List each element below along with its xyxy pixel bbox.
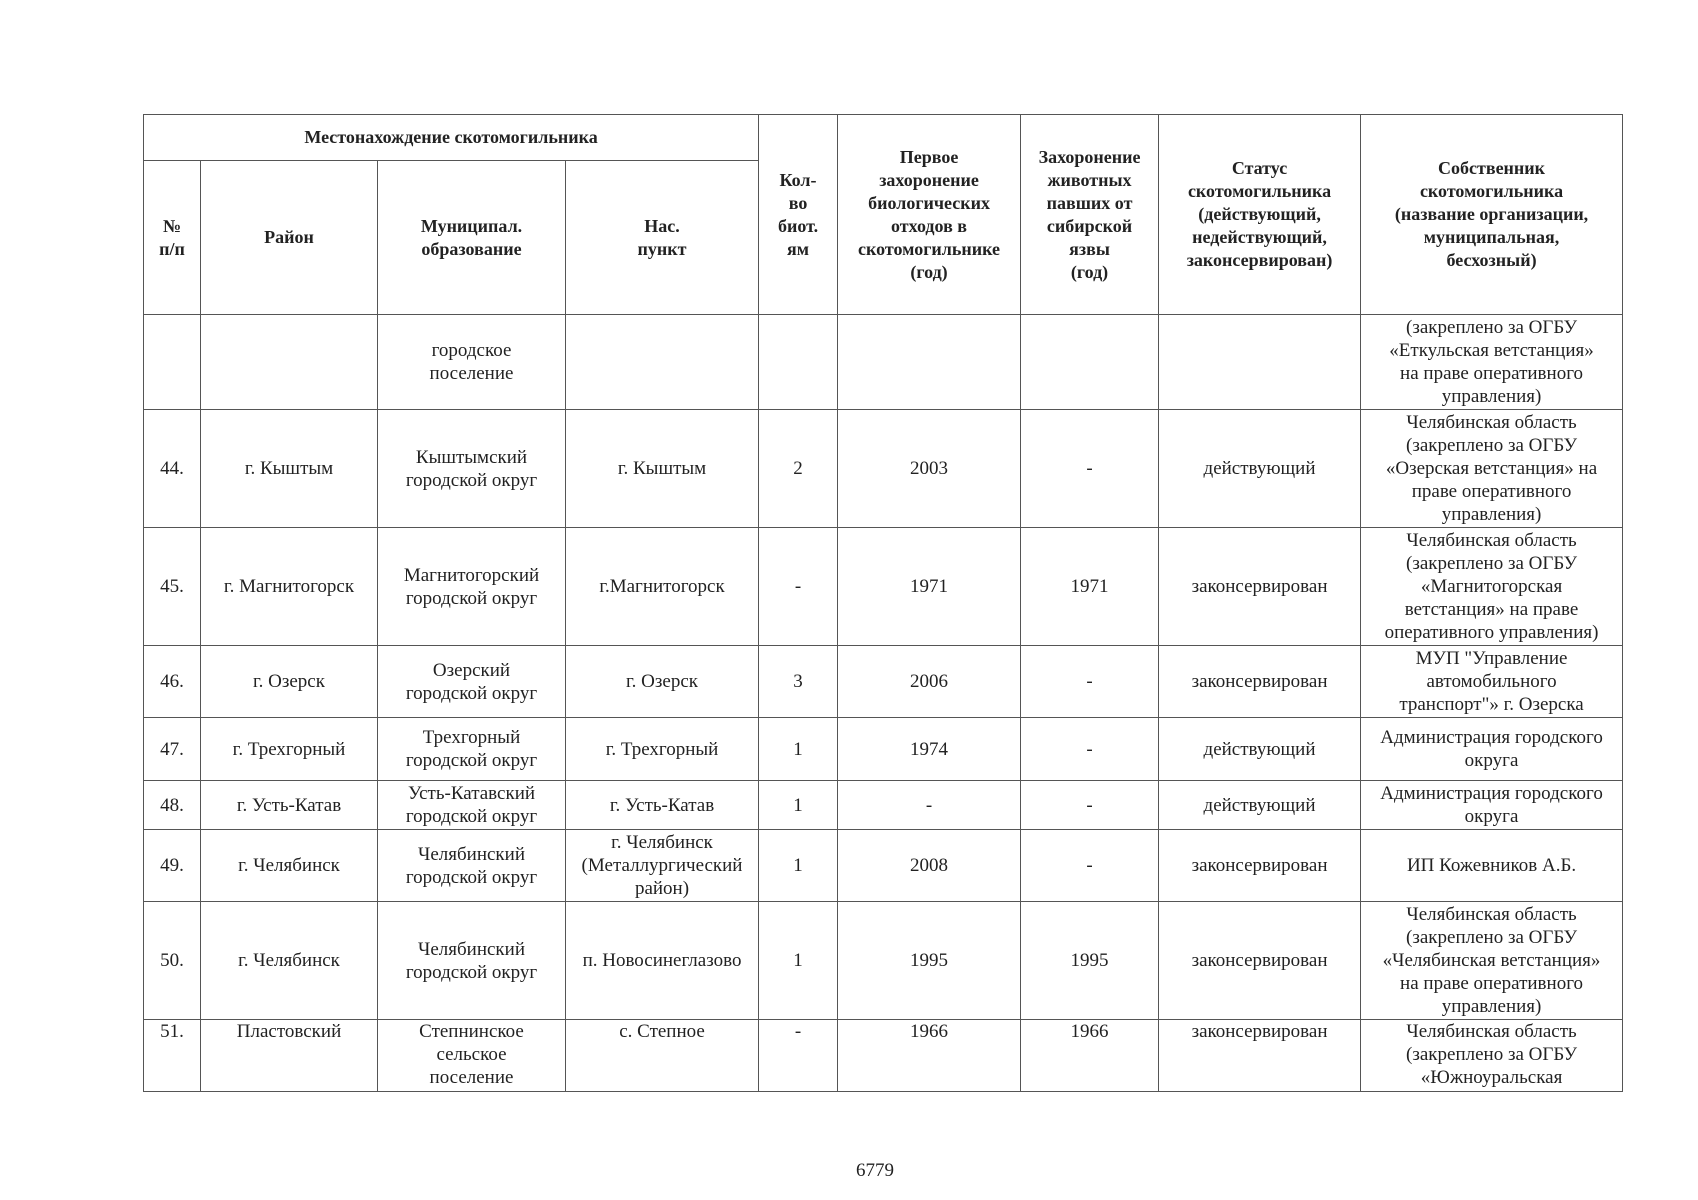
table-row [144, 830, 1623, 902]
header-status: Статус скотомогильника (действующий, недействующий, законсервирован) [1159, 115, 1361, 315]
cell-first-burial: 1974 [838, 718, 1021, 781]
cell-first-burial: 1995 [838, 902, 1021, 1020]
cell-pits: 1 [759, 902, 838, 1020]
cell-district: г. Усть-Катав [201, 781, 378, 830]
cell-district: г. Озерск [201, 646, 378, 718]
cell-status: действующий [1159, 781, 1361, 830]
cell-anthrax-burial: - [1021, 781, 1159, 830]
table-row [144, 902, 1623, 1020]
header-first-burial: Первое захоронение биологических отходов в скотомогильнике (год) [838, 115, 1021, 315]
cell-num: 49. [144, 830, 201, 902]
page-number: 6779 [856, 1160, 894, 1181]
cell-owner: Челябинская область (закреплено за ОГБУ «Озерская ветстанция» на праве оперативного управления) [1361, 410, 1623, 528]
cell-municipality: Магнитогорский городской округ [378, 528, 566, 646]
header-location-group: Местонахождение скотомогильника [144, 115, 759, 161]
cell-municipality: Кыштымский городской округ [378, 410, 566, 528]
cell-pits: 3 [759, 646, 838, 718]
header-municipality: Муниципал. образование [378, 161, 566, 315]
cell-status [1159, 315, 1361, 410]
cell-anthrax-burial: - [1021, 718, 1159, 781]
cell-settlement: г. Озерск [566, 646, 759, 718]
cell-anthrax-burial: - [1021, 830, 1159, 902]
cell-municipality: Челябинский городской округ [378, 902, 566, 1020]
header-row-group [144, 115, 1623, 161]
cell-municipality: городское поселение [378, 315, 566, 410]
table-body [144, 315, 1623, 1092]
cell-settlement: г. Трехгорный [566, 718, 759, 781]
table-row [144, 781, 1623, 830]
burial-sites-table [143, 114, 1623, 1092]
cell-num: 46. [144, 646, 201, 718]
table-header [144, 115, 1623, 315]
cell-anthrax-burial: - [1021, 410, 1159, 528]
cell-district [201, 315, 378, 410]
table-row [144, 315, 1623, 410]
cell-first-burial: 1966 [838, 1020, 1021, 1092]
cell-num: 47. [144, 718, 201, 781]
cell-settlement: г. Усть-Катав [566, 781, 759, 830]
cell-municipality: Усть-Катавский городской округ [378, 781, 566, 830]
cell-settlement [566, 315, 759, 410]
cell-anthrax-burial: 1966 [1021, 1020, 1159, 1092]
header-settlement: Нас. пункт [566, 161, 759, 315]
cell-status: законсервирован [1159, 830, 1361, 902]
cell-owner: Челябинская область (закреплено за ОГБУ «Челябинская ветстанция» на праве оперативного управления) [1361, 902, 1623, 1020]
cell-owner: ИП Кожевников А.Б. [1361, 830, 1623, 902]
header-pits: Кол- во биот. ям [759, 115, 838, 315]
cell-first-burial [838, 315, 1021, 410]
cell-first-burial: - [838, 781, 1021, 830]
table-row [144, 718, 1623, 781]
cell-settlement: с. Степное [566, 1020, 759, 1092]
cell-status: законсервирован [1159, 1020, 1361, 1092]
header-num: № п/п [144, 161, 201, 315]
header-district: Район [201, 161, 378, 315]
table-row [144, 410, 1623, 528]
cell-pits: - [759, 1020, 838, 1092]
cell-district: Пластовский [201, 1020, 378, 1092]
cell-first-burial: 2008 [838, 830, 1021, 902]
cell-first-burial: 2006 [838, 646, 1021, 718]
header-anthrax-burial: Захоронение животных павших от сибирской язвы (год) [1021, 115, 1159, 315]
cell-num: 48. [144, 781, 201, 830]
cell-district: г. Челябинск [201, 830, 378, 902]
cell-district: г. Трехгорный [201, 718, 378, 781]
cell-num: 45. [144, 528, 201, 646]
cell-owner: Администрация городского округа [1361, 718, 1623, 781]
cell-pits: 1 [759, 830, 838, 902]
cell-anthrax-burial [1021, 315, 1159, 410]
cell-anthrax-burial: 1971 [1021, 528, 1159, 646]
cell-pits: 1 [759, 718, 838, 781]
cell-pits [759, 315, 838, 410]
cell-municipality: Озерский городской округ [378, 646, 566, 718]
table-row [144, 528, 1623, 646]
cell-owner: Администрация городского округа [1361, 781, 1623, 830]
cell-pits: 1 [759, 781, 838, 830]
cell-status: действующий [1159, 410, 1361, 528]
cell-owner: МУП "Управление автомобильного транспорт"» г. Озерска [1361, 646, 1623, 718]
cell-first-burial: 2003 [838, 410, 1021, 528]
cell-settlement: п. Новосинеглазово [566, 902, 759, 1020]
cell-pits: 2 [759, 410, 838, 528]
table-row [144, 646, 1623, 718]
cell-settlement: г.Магнитогорск [566, 528, 759, 646]
cell-status: законсервирован [1159, 528, 1361, 646]
table-row [144, 1020, 1623, 1092]
cell-settlement: г. Челябинск (Металлургический район) [566, 830, 759, 902]
cell-municipality: Трехгорный городской округ [378, 718, 566, 781]
cell-district: г. Кыштым [201, 410, 378, 528]
cell-owner: (закреплено за ОГБУ «Еткульская ветстанция» на праве оперативного управления) [1361, 315, 1623, 410]
cell-first-burial: 1971 [838, 528, 1021, 646]
cell-status: законсервирован [1159, 646, 1361, 718]
cell-pits: - [759, 528, 838, 646]
cell-district: г. Челябинск [201, 902, 378, 1020]
cell-num: 51. [144, 1020, 201, 1092]
cell-num: 44. [144, 410, 201, 528]
cell-municipality: Челябинский городской округ [378, 830, 566, 902]
cell-municipality: Степнинское сельское поселение [378, 1020, 566, 1092]
header-owner: Собственник скотомогильника (название организации, муниципальная, бесхозный) [1361, 115, 1623, 315]
cell-anthrax-burial: - [1021, 646, 1159, 718]
cell-num [144, 315, 201, 410]
cell-status: законсервирован [1159, 902, 1361, 1020]
cell-anthrax-burial: 1995 [1021, 902, 1159, 1020]
cell-district: г. Магнитогорск [201, 528, 378, 646]
cell-owner: Челябинская область (закреплено за ОГБУ «Южноуральская [1361, 1020, 1623, 1092]
cell-settlement: г. Кыштым [566, 410, 759, 528]
cell-owner: Челябинская область (закреплено за ОГБУ «Магнитогорская ветстанция» на праве оперативного управления) [1361, 528, 1623, 646]
cell-status: действующий [1159, 718, 1361, 781]
cell-num: 50. [144, 902, 201, 1020]
